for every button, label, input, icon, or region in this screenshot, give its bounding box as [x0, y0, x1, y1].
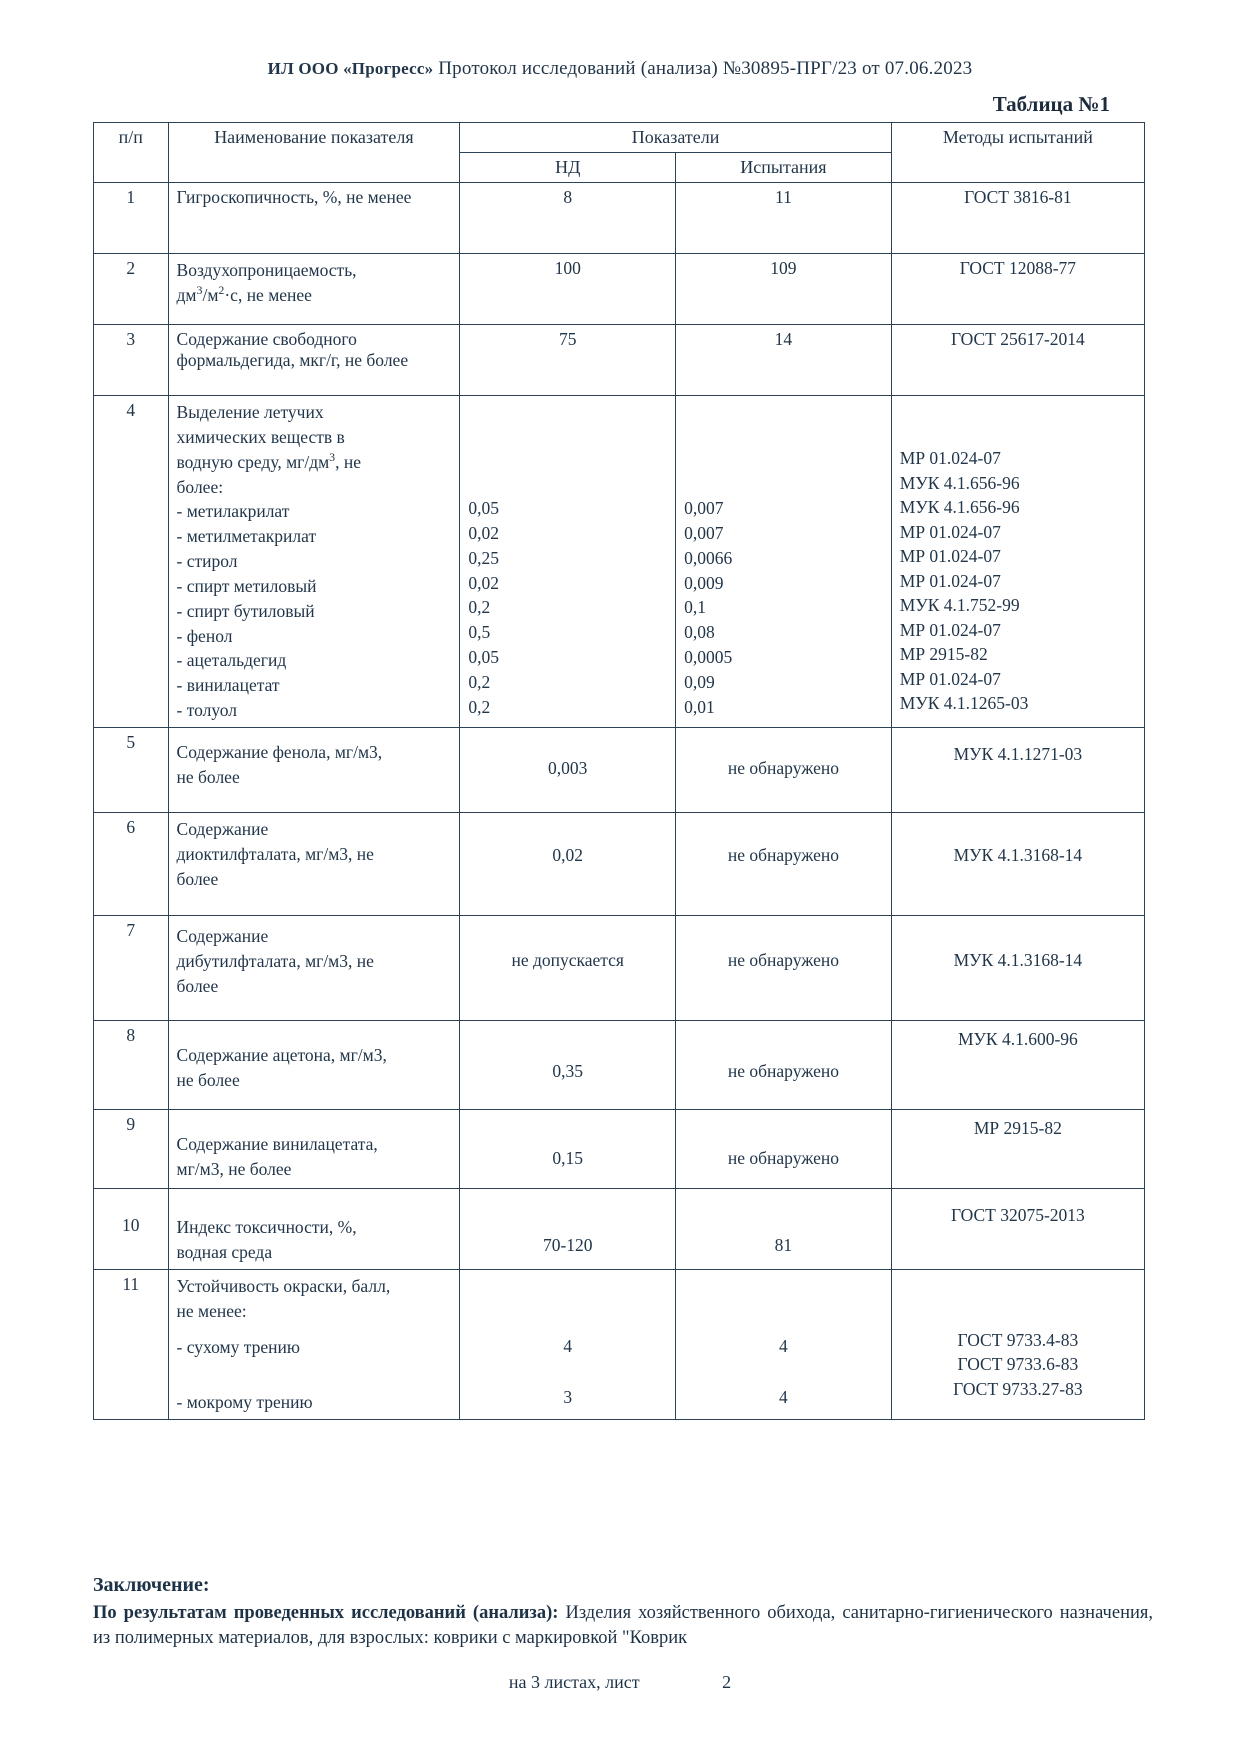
row-name-line1: Содержание ацетона, мг/м3,	[176, 1044, 387, 1065]
test-value: не обнаружено	[727, 1060, 839, 1081]
row-test	[676, 1188, 892, 1269]
row-test	[676, 1269, 892, 1419]
method-item: МР 01.024-07	[899, 668, 1001, 689]
row-method	[891, 727, 1144, 812]
table-row	[94, 1020, 1145, 1109]
table-row	[94, 1188, 1145, 1269]
row-name-line1: Содержание	[176, 925, 269, 946]
test-value: 0,09	[684, 671, 715, 692]
row-test: 11	[676, 183, 892, 254]
method-item: МР 01.024-07	[899, 546, 1001, 566]
row-name-line1: Содержание винилацетата,	[176, 1133, 378, 1154]
substance-item: - спирт бутиловый	[176, 600, 315, 621]
method-item: ГОСТ 9733.6-83	[957, 1354, 1079, 1375]
test-value: 0,0066	[684, 547, 733, 568]
row-name	[168, 1269, 460, 1419]
method-item: МУК 4.1.752-99	[899, 595, 1020, 615]
table-row	[94, 396, 1145, 728]
row-test	[676, 727, 892, 812]
row-test	[676, 396, 892, 728]
substance-item: - винилацетат	[176, 675, 280, 696]
row-nd	[460, 915, 676, 1020]
row-name-line1: Устойчивость окраски, балл,	[176, 1275, 391, 1296]
row-method: ГОСТ 12088-77	[891, 254, 1144, 325]
method-item: ГОСТ 9733.4-83	[957, 1329, 1079, 1350]
row-number: 8	[94, 1020, 169, 1109]
row-nd	[460, 727, 676, 812]
header-indicators: Показатели	[460, 123, 891, 153]
nd-value: 0,35	[552, 1060, 584, 1081]
substance-item: - спирт метиловый	[176, 575, 317, 596]
nd-value: 0,05	[468, 647, 499, 668]
row-number: 11	[94, 1269, 169, 1419]
row-name-intro-line2: химических веществ в	[176, 426, 345, 447]
test-value: 0,1	[684, 597, 706, 618]
row-name-line1: Индекс токсичности, %,	[176, 1216, 357, 1237]
document-header	[0, 58, 1240, 80]
results-table	[93, 122, 1145, 1420]
row-name-line1: Воздухопроницаемость,	[176, 260, 357, 280]
table-row	[94, 1109, 1145, 1188]
row-name-intro-line4: более:	[176, 476, 224, 497]
method-item: МУК 4.1.1265-03	[899, 693, 1029, 713]
substance-item: - метилакрилат	[176, 501, 290, 522]
nd-value: 0,02	[468, 522, 499, 543]
method-item: МР 01.024-07	[899, 619, 1001, 640]
row-nd: 8	[460, 183, 676, 254]
method-item: МР 01.024-07	[899, 521, 1001, 542]
header-name: Наименование показателя	[168, 123, 460, 183]
row-name	[168, 915, 460, 1020]
table-row	[94, 325, 1145, 396]
test-value: не обнаружено	[727, 1147, 839, 1168]
row-method	[891, 1020, 1144, 1109]
method-item: МУК 4.1.600-96	[957, 1028, 1078, 1049]
protocol-title: Протокол исследований (анализа) №30895-ПРГ/23 от 07.06.2023	[438, 58, 973, 79]
row-name	[168, 812, 460, 915]
conclusion-block	[93, 1572, 1153, 1652]
row-test	[676, 915, 892, 1020]
row-name-line1: Содержание	[176, 818, 269, 839]
row-name-line2: водная среда	[176, 1241, 273, 1262]
method-item: МУК 4.1.656-96	[899, 472, 1020, 493]
conclusion-text	[93, 1601, 1153, 1651]
test-value: 81	[774, 1234, 793, 1255]
test-value: не обнаружено	[727, 844, 839, 865]
row-name-line2: не менее:	[176, 1300, 247, 1321]
row-sub-dry: - сухому трению	[176, 1337, 300, 1358]
nd-value: 0,2	[468, 671, 491, 692]
conclusion-title: Заключение:	[93, 1574, 210, 1596]
nd-value: 70-120	[542, 1234, 593, 1255]
page-footer	[0, 1672, 1240, 1693]
nd-value: 0,02	[552, 844, 584, 865]
row-number: 9	[94, 1109, 169, 1188]
substance-item: - метилметакрилат	[176, 526, 317, 547]
row-test: 109	[676, 254, 892, 325]
substance-list	[177, 499, 452, 723]
nd-value-dry: 4	[563, 1335, 573, 1356]
table-caption: Таблица №1	[992, 92, 1110, 116]
nd-value: 0,25	[468, 547, 499, 568]
header-tests: Испытания	[676, 153, 892, 183]
method-item: МР 2915-82	[899, 644, 988, 664]
row-nd: 75	[460, 325, 676, 396]
row-name	[168, 396, 460, 728]
method-item: МР 01.024-07	[899, 570, 1001, 591]
row-name-line2: $дм^3/м^2\cdot с$, не менее	[176, 283, 312, 305]
row-name	[168, 1188, 460, 1269]
row-nd: 100	[460, 254, 676, 325]
nd-value-wet: 3	[563, 1386, 573, 1407]
row-nd	[460, 812, 676, 915]
test-value: 0,08	[684, 622, 715, 643]
table-head	[94, 123, 1145, 183]
test-value-dry: 4	[779, 1335, 788, 1356]
row-number: 3	[94, 325, 169, 396]
row-number: 4	[94, 396, 169, 728]
nd-value: 0,05	[468, 498, 499, 518]
method-item: МР 01.024-07	[899, 448, 1001, 468]
test-value: 0,0005	[684, 647, 733, 668]
nd-value: 0,2	[468, 696, 491, 717]
row-name-line2: дибутилфталата, мг/м3, не	[176, 950, 374, 971]
row-test	[676, 1109, 892, 1188]
nd-value: 0,003	[548, 757, 588, 778]
row-method	[891, 1188, 1144, 1269]
row-name-line2: диоктилфталата, мг/м3, не	[176, 843, 374, 864]
row-name-line2: не более	[176, 1069, 240, 1090]
row-name-intro-line3: водную среду, $мг/дм^3$, не	[176, 449, 362, 472]
row-nd	[460, 1188, 676, 1269]
substance-item: - ацетальдегид	[176, 650, 287, 671]
row-number: 5	[94, 727, 169, 812]
method-item: МУК 4.1.656-96	[899, 497, 1020, 517]
method-item: ГОСТ 9733.27-83	[953, 1378, 1083, 1399]
page-number: 2	[722, 1672, 732, 1692]
substance-item: - стирол	[176, 551, 238, 572]
nd-value: 0,2	[468, 597, 491, 618]
row-nd	[460, 1020, 676, 1109]
row-name	[168, 1109, 460, 1188]
substance-item: - толуол	[176, 700, 237, 721]
method-item: МУК 4.1.3168-14	[953, 949, 1083, 970]
row-name-line3: более	[176, 975, 219, 996]
test-value: не обнаружено	[727, 949, 839, 970]
row-name-line1: Содержание фенола, мг/м3,	[176, 741, 383, 762]
row-method	[891, 396, 1144, 728]
row-test	[676, 812, 892, 915]
row-name: Гигроскопичность, %, не менее	[168, 183, 460, 254]
row-name-line2: мг/м3, не более	[176, 1158, 292, 1179]
table-body	[94, 183, 1145, 1420]
table-header-row-1	[94, 123, 1145, 153]
method-item: МР 2915-82	[973, 1117, 1062, 1138]
row-nd	[460, 1109, 676, 1188]
nd-value: 0,15	[552, 1147, 584, 1168]
row-test: 14	[676, 325, 892, 396]
row-name	[168, 1020, 460, 1109]
conclusion-body: Изделия хозяйственного обихода, санитарно-гигиенического назначения, из полимерных материалов, для взрослых: коврики с маркировкой "Коврик	[93, 1603, 1154, 1648]
row-nd	[460, 1269, 676, 1419]
row-nd	[460, 396, 676, 728]
row-method	[891, 1269, 1144, 1419]
substance-item: - фенол	[176, 625, 233, 646]
nd-value: не допускается	[511, 949, 624, 970]
table-row	[94, 254, 1145, 325]
row-test	[676, 1020, 892, 1109]
table-row	[94, 1269, 1145, 1419]
row-number: 6	[94, 812, 169, 915]
row-number: 1	[94, 183, 169, 254]
table-row	[94, 183, 1145, 254]
test-value: 0,009	[684, 572, 724, 593]
row-number: 2	[94, 254, 169, 325]
row-number: 7	[94, 915, 169, 1020]
nd-value: 0,5	[468, 622, 491, 643]
conclusion-label: По результатам проведенных исследований (анализа):	[93, 1603, 559, 1623]
lab-name: ИЛ ООО «Прогресс»	[267, 59, 434, 78]
row-name-intro-line1: Выделение летучих	[176, 402, 324, 422]
test-value: 0,01	[684, 696, 715, 717]
test-value: 0,007	[684, 498, 724, 518]
test-value: 0,007	[684, 522, 724, 543]
header-num: п/п	[94, 123, 169, 183]
sheets-info: на 3 листах, лист	[508, 1672, 640, 1692]
table-row	[94, 812, 1145, 915]
row-method: ГОСТ 25617-2014	[891, 325, 1144, 396]
row-name: Содержание свободного формальдегида, мкг/г, не более	[168, 325, 460, 396]
method-item: МУК 4.1.3168-14	[953, 844, 1083, 865]
row-method	[891, 915, 1144, 1020]
method-item: МУК 4.1.1271-03	[953, 743, 1083, 764]
row-method	[891, 812, 1144, 915]
row-method: ГОСТ 3816-81	[891, 183, 1144, 254]
row-number: 10	[94, 1188, 169, 1269]
test-value-wet: 4	[779, 1386, 788, 1407]
row-name	[168, 254, 460, 325]
table-row	[94, 915, 1145, 1020]
table-row	[94, 727, 1145, 812]
header-nd: НД	[460, 153, 676, 183]
method-item: ГОСТ 32075-2013	[950, 1204, 1085, 1225]
row-name	[168, 727, 460, 812]
row-name-line3: более	[176, 868, 219, 889]
test-value: не обнаружено	[727, 757, 839, 778]
header-methods: Методы испытаний	[891, 123, 1144, 183]
row-name-line2: не более	[176, 766, 240, 787]
nd-value: 0,02	[468, 572, 499, 593]
row-method	[891, 1109, 1144, 1188]
row-sub-wet: - мокрому трению	[176, 1392, 313, 1413]
